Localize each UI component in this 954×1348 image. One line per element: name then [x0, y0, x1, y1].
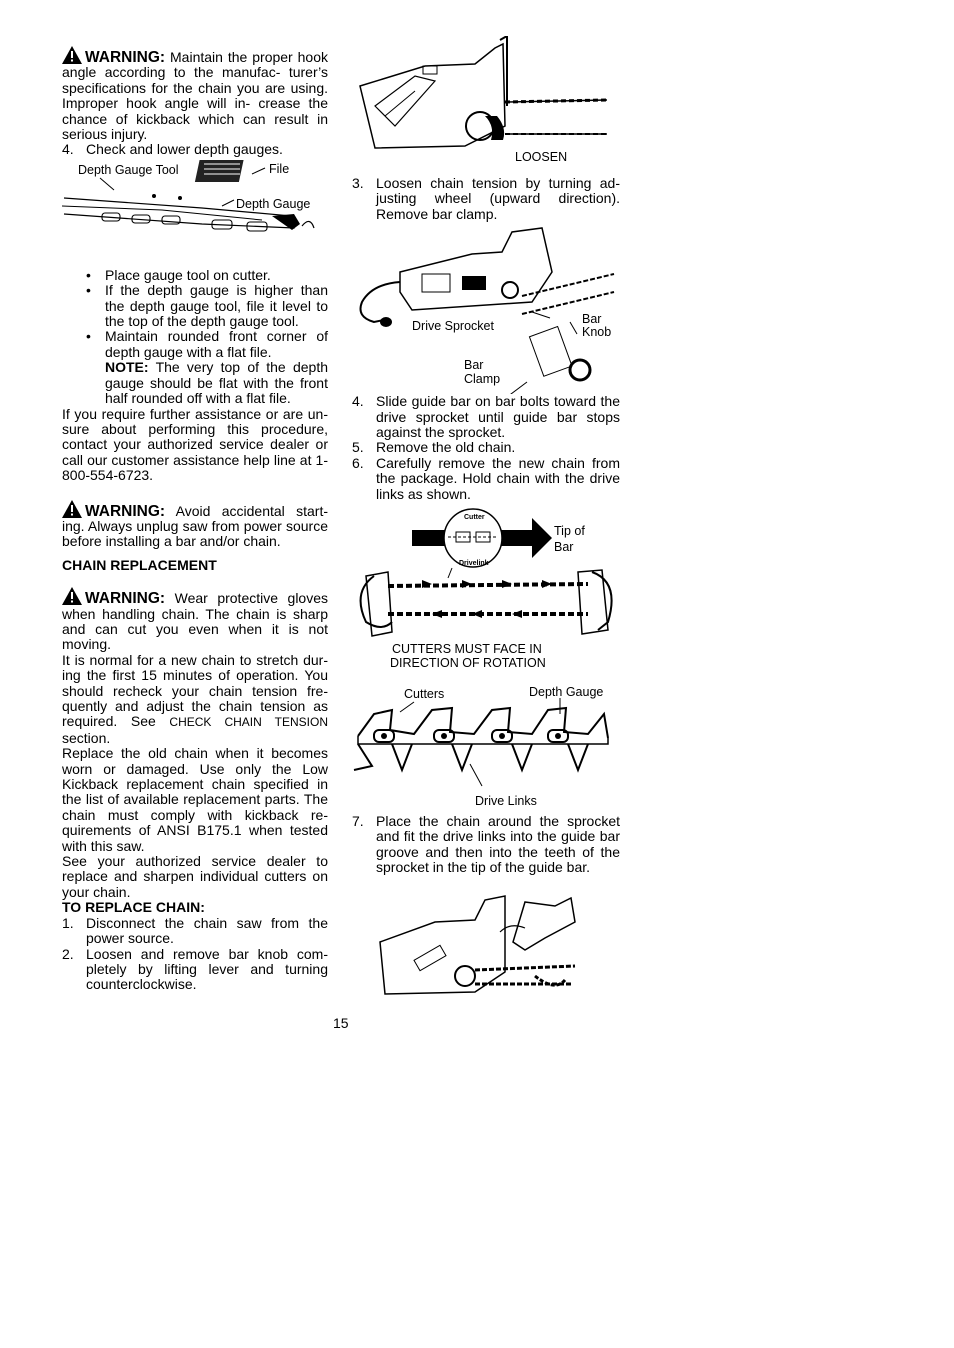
replace-old-chain-paragraph: Replace the old chain when it becomes worn or damaged. Use only the Low Kickback replacement chain specified in the list of available replacement parts. The chain must comply with kickback re- quirements of ANSI B175.1 when tested with this saw.	[62, 745, 328, 854]
install-chain-illustration	[375, 892, 585, 998]
warning-hook-angle: WARNING: Maintain the proper hook angle according to the manufac- turer’s specifications for the chain you are using. Improper hook angle will in- crease the chance of kickback which can result in serious injury.	[62, 46, 328, 142]
service-dealer-paragraph: See your authorized service dealer to replace and sharpen individual cutters on your chain.	[62, 853, 328, 900]
install-chain-figure	[375, 892, 585, 998]
step-4: 4. Check and lower depth gauges.	[62, 141, 283, 158]
warning-icon	[62, 500, 82, 518]
warning-accidental-start: WARNING: Avoid accidental start- ing. Always unplug saw from power source before installing a bar and/or chain.	[62, 500, 328, 550]
drive-sprocket-illustration	[352, 222, 620, 394]
loosen-figure: LOOSEN	[355, 36, 615, 168]
step-3: 3. Loosen chain tension by turning ad- justing wheel (upward direction). Remove bar clamp.	[352, 175, 620, 222]
assistance-paragraph: If you require further assistance or are un- sure about performing this procedure, contact your authorized service dealer or call our customer assistance help line at 1-800-554-6723.	[62, 405, 328, 484]
left-column	[62, 46, 328, 993]
step-1: 1. Disconnect the chain saw from the power source.	[62, 914, 328, 947]
note: NOTE: The very top of the depth gauge should be flat with the front half rounded off with a flat file.	[105, 359, 329, 407]
loosen-illustration	[355, 36, 615, 154]
step-5: 5. Remove the old chain.	[352, 439, 516, 456]
chain-parts-figure: Cutters Depth Gauge Drive Links	[352, 674, 620, 814]
right-column	[352, 176, 620, 876]
direction-figure: Cutter Drivelink Tip of Bar CUTTERS MUST FACE IN DIRECTION OF ROTATION	[352, 502, 620, 674]
bullet-rounded-corner: • Maintain rounded front corner of depth gauge with a flat file.	[86, 328, 328, 360]
step-7: 7. Place the chain around the sprocket and fit the drive links into the guide bar groove and then into the teeth of the sprocket in the tip of the guide bar.	[352, 813, 620, 876]
depth-gauge-figure: Depth Gauge Tool File Depth Gauge	[62, 158, 328, 268]
warning-icon	[62, 46, 82, 64]
stretch-paragraph: It is normal for a new chain to stretch dur- ing the first 15 minutes of operation. You should recheck your chain tension fre- quently and adjust the chain tension as required. See CHECK CHAIN TENSION section.	[62, 651, 328, 746]
to-replace-chain-heading: TO REPLACE CHAIN:	[62, 899, 205, 916]
drive-sprocket-figure: Drive Sprocket Bar Knob Bar Clamp	[352, 222, 620, 394]
chain-replacement-heading: CHAIN REPLACEMENT	[62, 556, 217, 573]
page-number: 15	[333, 1015, 349, 1031]
warning-gloves: WARNING: Wear protective gloves when handling chain. The chain is sharp and can cut you even when it is not moving.	[62, 587, 328, 653]
warning-label: WARNING:	[85, 49, 166, 66]
step-2: 2. Loosen and remove bar knob com- pletely by lifting lever and turning counterclockwise.	[62, 945, 328, 993]
bullet-place-gauge: • Place gauge tool on cutter.	[86, 266, 271, 283]
warning-icon	[62, 587, 82, 605]
step-4-right: 4. Slide guide bar on bar bolts toward the drive sprocket until guide bar stops against the sprocket.	[352, 393, 620, 441]
depth-gauge-illustration	[62, 158, 328, 268]
bullet-file-level: • If the depth gauge is higher than the depth gauge tool, file it level to the top of the depth gauge tool.	[86, 282, 328, 330]
step-6: 6. Carefully remove the new chain from the package. Hold chain with the drive links as shown.	[352, 454, 620, 502]
